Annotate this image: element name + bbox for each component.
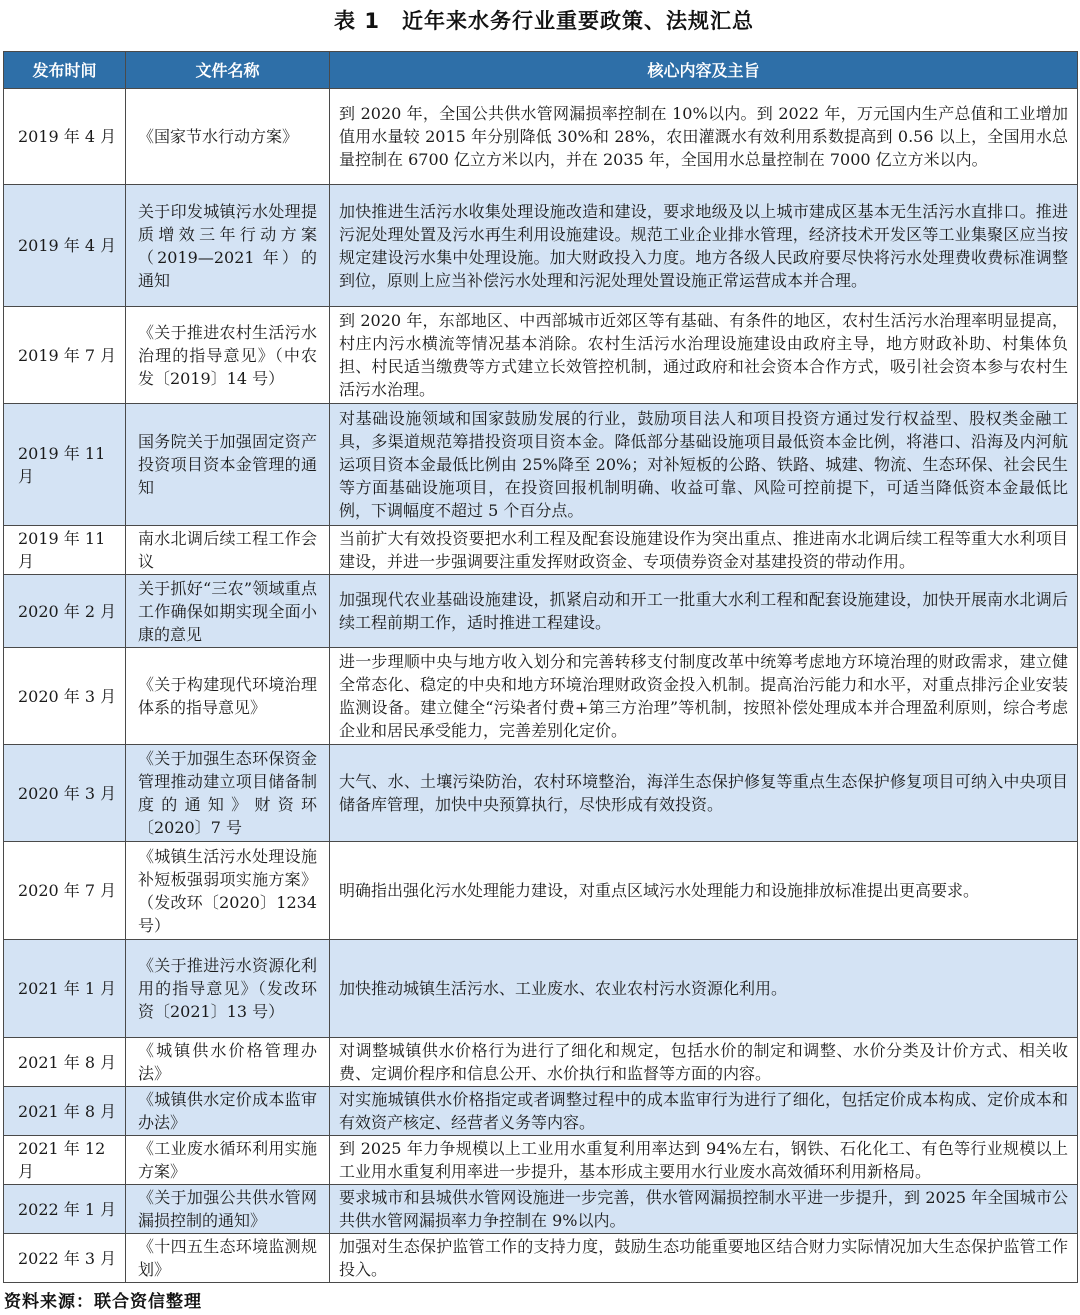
table-title-text: 近年来水务行业重要政策、法规汇总 <box>401 9 754 33</box>
row-content: 到 2020 年，东部地区、中西部城市近郊区等有基础、有条件的地区，农村生活污水治理率明显提高，村庄内污水横流等情况基本消除。农村生活污水治理设施建设由政府主导，地方财政补助、村集体负担、村民适当缴费等方式建立长效管控机制，通过政府和社会资本合作方式，吸引社会资本参与农村生活污水治理。 <box>330 307 1078 404</box>
table-row <box>4 575 1078 648</box>
row-name: 国务院关于加强固定资产投资项目资本金管理的通知 <box>126 404 330 526</box>
row-name: 《城镇供水定价成本监审办法》 <box>126 1087 330 1136</box>
row-content: 加快推进生活污水收集处理设施改造和建设，要求地级及以上城市建成区基本无生活污水直排口。推进污泥处理处置及污水再生利用设施建设。规范工业企业排水管理，经济技术开发区等工业集聚区应当按规定建设污水集中处理设施。加大财政投入力度。地方各级人民政府要尽快将污水处理费收费标准调整到位，原则上应当补偿污水处理和污泥处理处置设施正常运营成本并合理。 <box>330 185 1078 307</box>
table-row <box>4 307 1078 404</box>
source-note: 资料来源：联合资信整理 <box>4 1292 202 1312</box>
row-content: 明确指出强化污水处理能力建设，对重点区域污水处理能力和设施排放标准提出更高要求。 <box>330 842 1078 940</box>
row-date: 2019 年 11 月 <box>18 529 106 571</box>
row-name: 《关于构建现代环境治理体系的指导意见》 <box>126 648 330 745</box>
table-row <box>4 404 1078 526</box>
row-content: 大气、水、土壤污染防治，农村环境整治，海洋生态保护修复等重点生态保护修复项目可纳入中央项目储备库管理，加快中央预算执行，尽快形成有效投资。 <box>330 745 1078 842</box>
row-content: 到 2020 年，全国公共供水管网漏损率控制在 10%以内。到 2022 年，万元国内生产总值和工业增加值用水量较 2015 年分别降低 30%和 28%，农田灌溉水有效利用系数提高到 0.56 以上，全国用水总量控制在 6700 亿立方米以内，并在 2035 年，全国用水总量控制在 7000 亿立方米以内。 <box>330 89 1078 185</box>
table-row <box>4 1234 1078 1283</box>
row-date: 2019 年 7 月 <box>4 307 126 404</box>
table-row <box>4 185 1078 307</box>
row-content: 对调整城镇供水价格行为进行了细化和规定，包括水价的制定和调整、水价分类及计价方式、相关收费、定调价程序和信息公开、水价执行和监督等方面的内容。 <box>330 1038 1078 1087</box>
row-content: 进一步理顺中央与地方收入划分和完善转移支付制度改革中统筹考虑地方环境治理的财政需求，建立健全常态化、稳定的中央和地方环境治理财政资金投入机制。提高治污能力和水平，对重点排污企业安装监测设备。建立健全“污染者付费+第三方治理”等机制，按照补偿处理成本并合理盈利原则，综合考虑企业和居民承受能力，完善差别化定价。 <box>330 648 1078 745</box>
header-row <box>4 52 1078 89</box>
row-name: 《关于加强生态环保资金管理推动建立项目储备制度的通知》财资环〔2020〕7 号 <box>126 745 330 842</box>
row-date: 2021 年 12 月 <box>18 1139 106 1181</box>
row-date: 2022 年 1 月 <box>4 1185 126 1234</box>
row-name: 《关于推进污水资源化利用的指导意见》（发改环资〔2021〕13 号） <box>126 940 330 1038</box>
row-content: 到 2025 年力争规模以上工业用水重复利用率达到 94%左右，钢铁、石化化工、有色等行业规模以上工业用水重复利用率进一步提升，基本形成主要用水行业废水高效循环利用新格局。 <box>330 1136 1078 1185</box>
row-date: 2020 年 3 月 <box>4 745 126 842</box>
row-date: 2020 年 7 月 <box>4 842 126 940</box>
table-row <box>4 745 1078 842</box>
row-date: 2019 年 4 月 <box>4 89 126 185</box>
row-date: 2022 年 3 月 <box>4 1234 126 1283</box>
row-name: 《国家节水行动方案》 <box>126 89 330 185</box>
policy-table <box>3 51 1078 1283</box>
table-row <box>4 842 1078 940</box>
row-content: 要求城市和县城供水管网设施进一步完善，供水管网漏损控制水平进一步提升，到 2025 年全国城市公共供水管网漏损率力争控制在 9%以内。 <box>330 1185 1078 1234</box>
table-row <box>4 940 1078 1038</box>
row-content: 对基础设施领域和国家鼓励发展的行业，鼓励项目法人和项目投资方通过发行权益型、股权类金融工具，多渠道规范筹措投资项目资本金。降低部分基础设施项目最低资本金比例，将港口、沿海及内河航运项目资本金最低比例由 25%降至 20%；对补短板的公路、铁路、城建、物流、生态环保、社会民生等方面基础设施项目，在投资回报机制明确、收益可靠、风险可控前提下，可适当降低资本金最低比例，下调幅度不超过 5 个百分点。 <box>330 404 1078 526</box>
row-date: 2019 年 4 月 <box>4 185 126 307</box>
row-date: 2020 年 2 月 <box>4 575 126 648</box>
table-row <box>4 1185 1078 1234</box>
table-row <box>4 1136 1078 1185</box>
row-date: 2019 年 11 月 <box>18 443 106 486</box>
table-title <box>0 6 1080 36</box>
header-content: 核心内容及主旨 <box>330 52 1078 89</box>
row-content: 加强现代农业基础设施建设，抓紧启动和开工一批重大水利工程和配套设施建设，加快开展南水北调后续工程前期工作，适时推进工程建设。 <box>330 575 1078 648</box>
row-content: 对实施城镇供水价格指定或者调整过程中的成本监审行为进行了细化，包括定价成本构成、定价成本和有效资产核定、经营者义务等内容。 <box>330 1087 1078 1136</box>
table-row <box>4 89 1078 185</box>
row-name: 关于印发城镇污水处理提质增效三年行动方案（2019—2021 年）的通知 <box>126 185 330 307</box>
row-name: 《城镇供水价格管理办法》 <box>126 1038 330 1087</box>
row-name: 《关于推进农村生活污水治理的指导意见》（中农发〔2019〕14 号） <box>126 307 330 404</box>
row-name: 《关于加强公共供水管网漏损控制的通知》 <box>126 1185 330 1234</box>
row-name: 《十四五生态环境监测规划》 <box>126 1234 330 1283</box>
row-content: 当前扩大有效投资要把水利工程及配套设施建设作为突出重点、推进南水北调后续工程等重大水利项目建设，并进一步强调要注重发挥财政资金、专项债券资金对基建投资的带动作用。 <box>330 526 1078 575</box>
table-row <box>4 526 1078 575</box>
header-date: 发布时间 <box>4 52 126 89</box>
row-name: 《城镇生活污水处理设施补短板强弱项实施方案》（发改环〔2020〕1234 号） <box>126 842 330 940</box>
table-number: 表 1 <box>334 9 380 33</box>
row-name: 《工业废水循环利用实施方案》 <box>126 1136 330 1185</box>
row-date: 2020 年 3 月 <box>4 648 126 745</box>
row-content: 加快推动城镇生活污水、工业废水、农业农村污水资源化利用。 <box>330 940 1078 1038</box>
row-date: 2021 年 8 月 <box>4 1038 126 1087</box>
row-name: 关于抓好“三农”领域重点工作确保如期实现全面小康的意见 <box>126 575 330 648</box>
row-content: 加强对生态保护监管工作的支持力度，鼓励生态功能重要地区结合财力实际情况加大生态保护监管工作投入。 <box>330 1234 1078 1283</box>
table-row <box>4 1038 1078 1087</box>
table-row <box>4 1087 1078 1136</box>
row-date: 2021 年 8 月 <box>4 1087 126 1136</box>
table-row <box>4 648 1078 745</box>
row-date: 2021 年 1 月 <box>4 940 126 1038</box>
header-name: 文件名称 <box>126 52 330 89</box>
row-name: 南水北调后续工程工作会议 <box>126 526 330 575</box>
